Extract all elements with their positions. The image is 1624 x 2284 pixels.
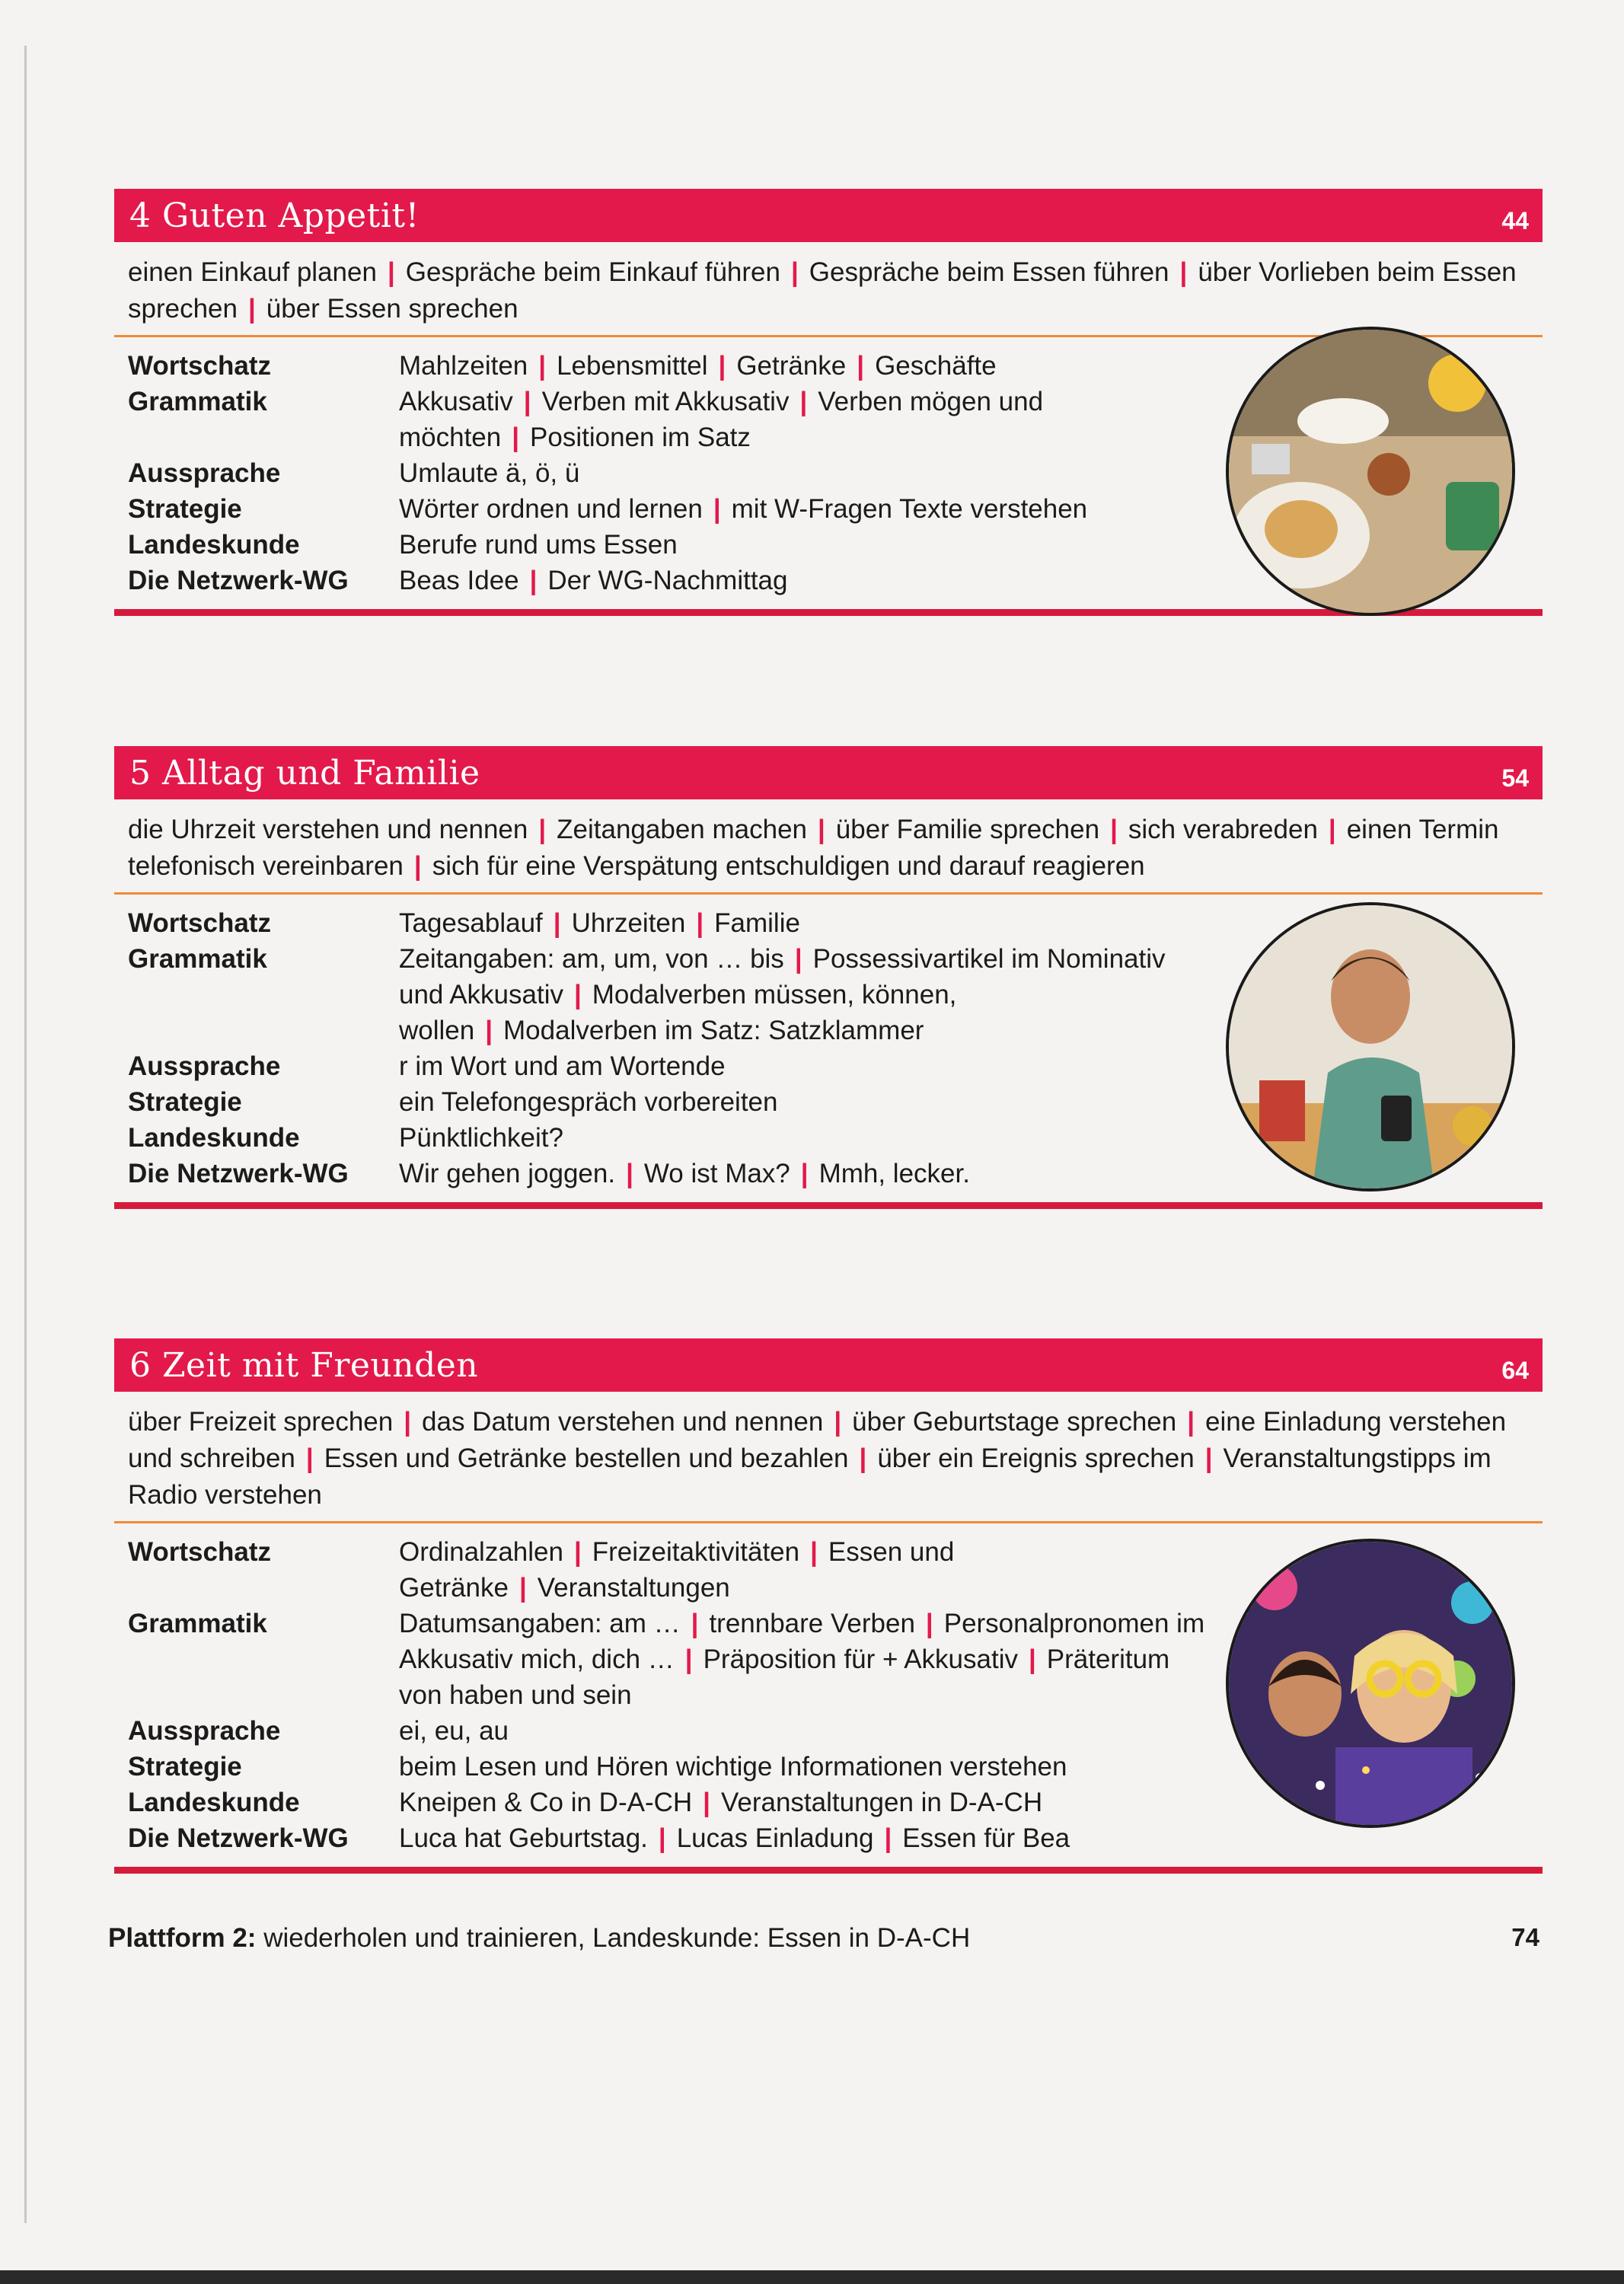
value-wortschatz: Tagesablauf | Uhrzeiten | Familie	[399, 908, 800, 938]
platform-footer	[108, 1923, 1539, 1954]
chapter-header[interactable]	[114, 189, 1543, 242]
label-aussprache: Aussprache	[128, 458, 281, 488]
chapter-goals: die Uhrzeit verstehen und nennen | Zeitangaben machen | über Familie sprechen | sich verabreden | einen Termin telefonisch vereinbaren | sich für eine Verspätung entschuldigen und darauf reagieren	[128, 815, 1499, 881]
goal: über Familie sprechen	[835, 815, 1100, 844]
chapter-details	[114, 337, 1543, 609]
value-netzwerk-wg: Wir gehen joggen. | Wo ist Max? | Mmh, lecker.	[399, 1159, 970, 1188]
goal: über ein Ereignis sprechen	[877, 1443, 1195, 1473]
goal: Essen und Getränke bestellen und bezahlen	[324, 1443, 849, 1473]
chapter-page-number: 44	[1501, 206, 1529, 234]
chapter-title: 6 Zeit mit Freunden	[129, 1345, 479, 1385]
goal: über Vorlieben beim Essen sprechen	[128, 257, 1517, 324]
chapter-page-number: 54	[1501, 764, 1529, 792]
scan-bottom-strip	[0, 2270, 1624, 2284]
label-landeskunde: Landeskunde	[128, 1123, 300, 1153]
chapter-header[interactable]	[114, 746, 1543, 799]
chapter-4	[114, 189, 1543, 616]
value-netzwerk-wg: Luca hat Geburtstag. | Lucas Einladung | Essen für Bea	[399, 1823, 1070, 1853]
chapter-page-number: 64	[1501, 1356, 1529, 1384]
value-netzwerk-wg: Beas Idee | Der WG-Nachmittag	[399, 566, 788, 595]
chapter-5	[114, 746, 1543, 1209]
label-aussprache: Aussprache	[128, 1051, 281, 1081]
value-wortschatz: Mahlzeiten | Lebensmittel | Getränke | Geschäfte	[399, 351, 997, 381]
goal: über Essen sprechen	[266, 294, 518, 324]
value-wortschatz: Ordinalzahlen | Freizeitaktivitäten | Essen und Getränke | Veranstaltungen	[399, 1537, 955, 1603]
chapter-6	[114, 1338, 1543, 1874]
chapter-details	[114, 895, 1543, 1202]
value-landeskunde: Kneipen & Co in D-A-CH | Veranstaltungen in D-A-CH	[399, 1788, 1043, 1817]
photo-man-with-phone	[1226, 902, 1515, 1191]
goal: sich verabreden	[1128, 815, 1318, 844]
goal: Gespräche beim Essen führen	[809, 257, 1169, 287]
platform-text: wiederholen und trainieren, Landeskunde: Essen in D-A-CH	[263, 1923, 971, 1953]
goal: die Uhrzeit verstehen und nennen	[128, 815, 528, 844]
label-strategie: Strategie	[128, 1087, 242, 1117]
label-grammatik: Grammatik	[128, 387, 267, 416]
goal: Gespräche beim Einkauf führen	[405, 257, 780, 287]
label-strategie: Strategie	[128, 494, 242, 524]
goal: einen Einkauf planen	[128, 257, 377, 287]
chapter-title: 5 Alltag und Familie	[129, 753, 480, 793]
platform-line	[108, 1923, 970, 1954]
label-wortschatz: Wortschatz	[128, 351, 271, 381]
value-grammatik: Zeitangaben: am, um, von … bis | Possessivartikel im Nominativ und Akkusativ | Modalverben müssen, können, wollen | Modalverben im Satz: Satzklammer	[399, 944, 1166, 1045]
chapter-details	[114, 1523, 1543, 1867]
value-aussprache: r im Wort und am Wortende	[399, 1051, 726, 1081]
goal: eine Einladung verstehen und schreiben	[128, 1407, 1507, 1473]
value-strategie: beim Lesen und Hören wichtige Informationen verstehen	[399, 1752, 1067, 1782]
label-grammatik: Grammatik	[128, 944, 267, 974]
label-aussprache: Aussprache	[128, 1716, 281, 1746]
chapter-goals: über Freizeit sprechen | das Datum verstehen und nennen | über Geburtstage sprechen | eine Einladung verstehen und schreiben | Essen und Getränke bestellen und bezahlen | über ein Ereignis sprechen | Veranstaltungstipps im Radio verstehen	[128, 1407, 1507, 1510]
platform-page-number: 74	[1511, 1923, 1539, 1951]
goal: Veranstaltungstipps im Radio verstehen	[128, 1443, 1492, 1510]
page-edge	[24, 46, 27, 2223]
section-end-rule	[114, 609, 1543, 616]
value-aussprache: Umlaute ä, ö, ü	[399, 458, 580, 488]
value-landeskunde: Pünktlichkeit?	[399, 1123, 563, 1153]
label-wortschatz: Wortschatz	[128, 1537, 271, 1567]
value-strategie: Wörter ordnen und lernen | mit W-Fragen Texte verstehen	[399, 494, 1088, 524]
value-landeskunde: Berufe rund ums Essen	[399, 530, 678, 560]
goal: sich für eine Verspätung entschuldigen und darauf reagieren	[432, 851, 1145, 881]
label-landeskunde: Landeskunde	[128, 1788, 300, 1817]
label-netzwerk-wg: Die Netzwerk-WG	[128, 566, 349, 595]
goal: über Geburtstage sprechen	[852, 1407, 1177, 1437]
value-grammatik: Akkusativ | Verben mit Akkusativ | Verben mögen und möchten | Positionen im Satz	[399, 387, 1044, 452]
goal: einen Termin telefonisch vereinbaren	[128, 815, 1499, 881]
photo-party-friends	[1226, 1539, 1515, 1828]
chapter-title: 4 Guten Appetit!	[129, 196, 420, 235]
value-grammatik: Datumsangaben: am … | trennbare Verben | Personalpronomen im Akkusativ mich, dich … | Präposition für + Akkusativ | Präteritum von haben und sein	[399, 1609, 1205, 1710]
photo-breakfast-table	[1226, 327, 1515, 616]
label-landeskunde: Landeskunde	[128, 530, 300, 560]
label-wortschatz: Wortschatz	[128, 908, 271, 938]
value-aussprache: ei, eu, au	[399, 1716, 509, 1746]
goal: das Datum verstehen und nennen	[422, 1407, 824, 1437]
chapter-header[interactable]	[114, 1338, 1543, 1392]
label-netzwerk-wg: Die Netzwerk-WG	[128, 1159, 349, 1188]
section-end-rule	[114, 1202, 1543, 1209]
label-grammatik: Grammatik	[128, 1609, 267, 1638]
platform-label: Plattform 2:	[108, 1923, 257, 1953]
label-strategie: Strategie	[128, 1752, 242, 1782]
chapter-goals: einen Einkauf planen | Gespräche beim Einkauf führen | Gespräche beim Essen führen | über Vorlieben beim Essen sprechen | über Essen sprechen	[128, 257, 1517, 324]
goal: Zeitangaben machen	[557, 815, 807, 844]
value-strategie: ein Telefongespräch vorbereiten	[399, 1087, 778, 1117]
section-end-rule	[114, 1867, 1543, 1874]
label-netzwerk-wg: Die Netzwerk-WG	[128, 1823, 349, 1853]
goal: über Freizeit sprechen	[128, 1407, 394, 1437]
